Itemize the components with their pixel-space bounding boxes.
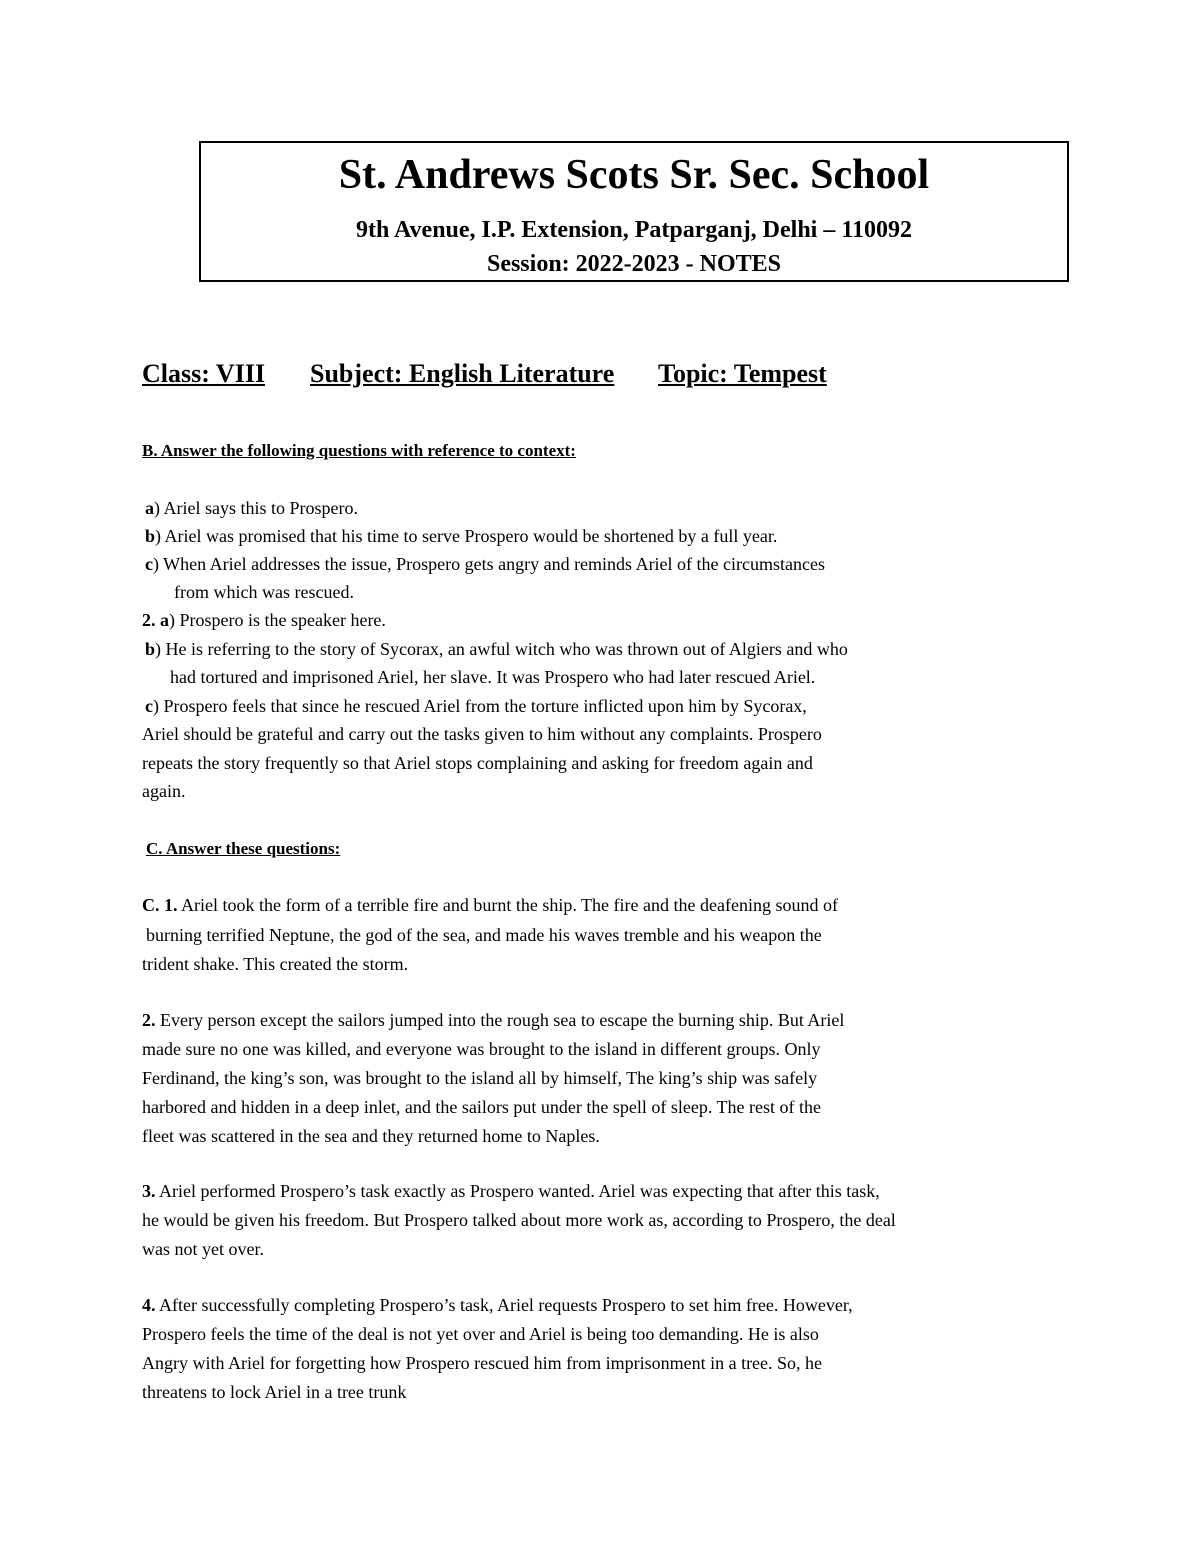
answer-line — [145, 637, 848, 661]
answer-line: again. — [142, 781, 186, 801]
session-line: Session: 2022-2023 - NOTES — [486, 251, 782, 277]
answer-line — [145, 496, 358, 520]
answer-line: repeats the story frequently so that Ariel stops complaining and asking for freedom again and — [142, 753, 813, 773]
answer-line: fleet was scattered in the sea and they returned home to Naples. — [142, 1126, 600, 1146]
answer-text: ) Ariel was promised that his time to serve Prospero would be shortened by a full year. — [155, 526, 778, 546]
answer-text: ) When Ariel addresses the issue, Prospero gets angry and reminds Ariel of the circumstances — [153, 554, 825, 574]
answer-marker: c — [145, 696, 153, 716]
answer-line: Angry with Ariel for forgetting how Prospero rescued him from imprisonment in a tree. So, he — [142, 1353, 823, 1373]
answer-line: harbored and hidden in a deep inlet, and the sailors put under the spell of sleep. The rest of the — [142, 1097, 821, 1117]
answer-text: ) Prospero is the speaker here. — [169, 610, 386, 630]
answer-line — [142, 1293, 853, 1317]
answer-line: Ferdinand, the king’s son, was brought to the island all by himself, The king’s ship was safely — [142, 1068, 818, 1088]
answer-line: from which was rescued. — [174, 582, 354, 602]
answer-marker: b — [145, 639, 156, 659]
answer-line: threatens to lock Ariel in a tree trunk — [142, 1382, 407, 1402]
answer-marker: c — [145, 554, 153, 574]
answer-marker: 3. — [142, 1181, 156, 1201]
answer-line: Ariel should be grateful and carry out the tasks given to him without any complaints. Prospero — [142, 724, 822, 744]
answer-line: he would be given his freedom. But Prospero talked about more work as, according to Prospero, the deal — [142, 1210, 896, 1230]
answer-line — [145, 524, 777, 548]
answer-text: ) He is referring to the story of Sycorax, an awful witch who was thrown out of Algiers and who — [155, 639, 848, 659]
answer-marker: C. 1. — [142, 895, 178, 915]
answer-line: Prospero feels the time of the deal is not yet over and Ariel is being too demanding. He is also — [142, 1324, 819, 1344]
answer-line: was not yet over. — [142, 1239, 264, 1259]
answer-text: ) Prospero feels that since he rescued Ariel from the torture inflicted upon him by Sycorax, — [153, 696, 807, 716]
class-label: Class: VIII — [142, 359, 266, 388]
school-address: 9th Avenue, I.P. Extension, Patparganj, Delhi – 110092 — [355, 217, 913, 243]
answer-line — [145, 552, 825, 576]
answer-line: trident shake. This created the storm. — [142, 954, 409, 974]
answer-line — [145, 694, 807, 718]
answer-line: had tortured and imprisoned Ariel, her slave. It was Prospero who had later rescued Ariel. — [170, 667, 816, 687]
answer-text: Ariel performed Prospero’s task exactly as Prospero wanted. Ariel was expecting that after this task, — [155, 1181, 880, 1201]
subject-label: Subject: English Literature — [310, 359, 615, 388]
answer-line: made sure no one was killed, and everyone was brought to the island in different groups. Only — [142, 1039, 821, 1059]
answer-marker: b — [145, 526, 156, 546]
answer-marker: 2. a — [142, 610, 169, 630]
answer-line: burning terrified Neptune, the god of the sea, and made his waves tremble and his weapon the — [146, 925, 822, 945]
school-header-box — [199, 141, 1069, 282]
answer-line — [142, 893, 838, 917]
topic-label: Topic: Tempest — [658, 359, 827, 388]
answer-text: ) Ariel says this to Prospero. — [154, 498, 358, 518]
answer-marker: 4. — [142, 1295, 156, 1315]
answer-text: Every person except the sailors jumped into the rough sea to escape the burning ship. But Ariel — [155, 1010, 845, 1030]
answer-marker: a — [145, 498, 154, 518]
answer-line — [142, 1179, 880, 1203]
school-name: St. Andrews Scots Sr. Sec. School — [338, 152, 930, 198]
answer-text: After successfully completing Prospero’s task, Ariel requests Prospero to set him free. However, — [155, 1295, 853, 1315]
answer-line — [142, 608, 386, 632]
section-b-heading: B. Answer the following questions with reference to context: — [142, 441, 576, 460]
answer-line — [142, 1008, 844, 1032]
answer-text: Ariel took the form of a terrible fire and burnt the ship. The fire and the deafening sound of — [177, 895, 838, 915]
section-c-heading: C. Answer these questions: — [146, 839, 341, 858]
answer-marker: 2. — [142, 1010, 156, 1030]
